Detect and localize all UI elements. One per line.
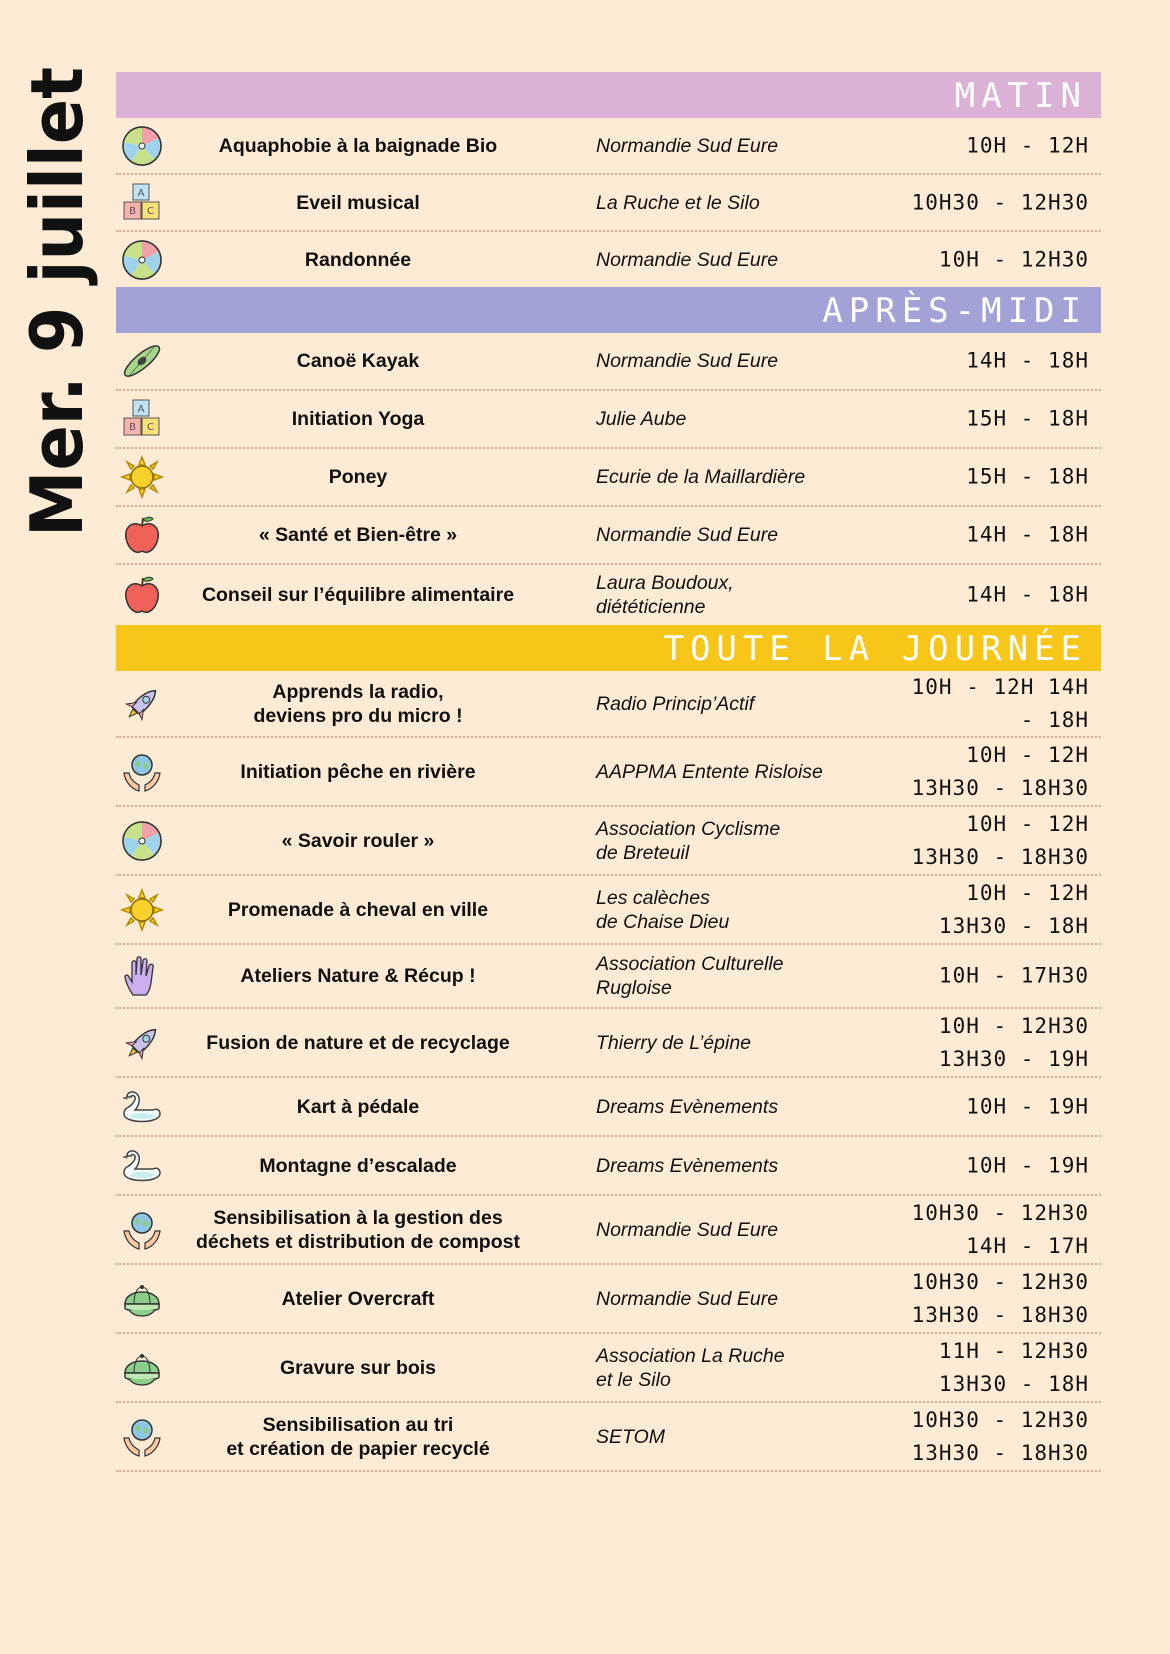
apple-icon — [121, 574, 163, 616]
section-label: APRÈS-MIDI — [822, 291, 1087, 331]
cap-icon — [121, 1347, 163, 1389]
schedule — [116, 72, 1101, 1472]
activity-name: Ateliers Nature & Récup ! — [240, 965, 476, 987]
activity-name: Sensibilisation au tri et création de papier recyclé — [226, 1413, 490, 1460]
organizer: Normandie Sud Eure — [596, 134, 779, 157]
time-slot: 10H - 12H 13H30 - 18H30 — [911, 811, 1089, 869]
cap-icon — [121, 1278, 163, 1320]
svg-text:A: A — [137, 404, 145, 415]
time-slot: 10H - 12H30 13H30 - 19H — [938, 1013, 1089, 1071]
schedule-row — [116, 507, 1101, 565]
earth-hands-icon — [121, 1209, 163, 1251]
organizer: Dreams Evènements — [596, 1154, 779, 1177]
schedule-row — [116, 1137, 1101, 1196]
schedule-row — [116, 738, 1101, 807]
activity-name: Fusion de nature et de recyclage — [206, 1031, 510, 1054]
time-slot: 14H - 18H — [966, 582, 1089, 607]
day-title — [15, 30, 99, 537]
section-header-afternoon — [116, 287, 1101, 333]
activity-name: Randonnée — [304, 248, 412, 271]
beach-ball-icon — [121, 820, 163, 862]
svg-text:C: C — [147, 205, 154, 217]
schedule-row — [116, 449, 1101, 507]
organizer: Association La Ruche et le Silo — [596, 1344, 785, 1391]
organizer: Laura Boudoux, diététicienne — [596, 572, 734, 618]
time-slot: 10H30 - 12H30 — [911, 190, 1089, 214]
time-slot: 10H - 12H — [966, 133, 1089, 157]
time-slot: 10H - 17H30 — [938, 963, 1089, 988]
activity-name: Canoë Kayak — [296, 350, 420, 372]
abc-blocks-icon — [121, 398, 163, 440]
earth-hands-icon — [121, 751, 163, 793]
section-label: TOUTE LA JOURNÉE — [663, 629, 1087, 669]
rocket-icon — [121, 683, 163, 725]
schedule-row — [116, 565, 1101, 625]
time-slot: 10H - 12H30 — [938, 247, 1089, 271]
rocket-icon — [121, 1022, 163, 1064]
activity-name: Poney — [328, 466, 388, 488]
activity-name: « Santé et Bien-être » — [258, 524, 458, 546]
activity-name: Aquaphobie à la baignade Bio — [218, 134, 498, 157]
apple-icon — [121, 514, 163, 556]
schedule-row — [116, 391, 1101, 449]
organizer: Radio Princip’Actif — [596, 692, 755, 715]
organizer: Normandie Sud Eure — [596, 524, 779, 546]
schedule-row — [116, 671, 1101, 738]
activity-name: Eveil musical — [296, 191, 420, 214]
schedule-row — [116, 1078, 1101, 1137]
schedule-row — [116, 876, 1101, 945]
kayak-icon — [121, 340, 163, 382]
organizer: Julie Aube — [596, 408, 687, 430]
time-slot: 10H - 19H — [966, 1094, 1089, 1118]
organizer: Association Cyclisme de Breteuil — [596, 817, 781, 864]
organizer: La Ruche et le Silo — [596, 191, 760, 214]
section-header-allday — [116, 625, 1101, 671]
activity-name: Promenade à cheval en ville — [227, 898, 489, 921]
activity-name: Apprends la radio, deviens pro du micro ! — [253, 680, 463, 727]
organizer: Thierry de L’épine — [596, 1031, 752, 1054]
activity-name: Conseil sur l’équilibre alimentaire — [201, 584, 515, 606]
sun-icon — [121, 456, 163, 498]
time-slot: 10H - 12H 13H30 - 18H — [938, 880, 1089, 938]
swan-float-icon — [121, 1145, 163, 1187]
section-header-morning — [116, 72, 1101, 118]
time-slot: 11H - 12H30 13H30 - 18H — [938, 1338, 1089, 1396]
swan-float-icon — [121, 1086, 163, 1128]
time-slot: 10H - 12H 13H30 - 18H30 — [911, 742, 1089, 800]
day-title-text: Mer. 9 juillet — [15, 30, 99, 537]
organizer: Normandie Sud Eure — [596, 350, 779, 372]
time-slot: 15H - 18H — [966, 406, 1089, 431]
time-slot: 10H30 - 12H30 14H - 17H — [911, 1200, 1089, 1258]
sun-icon — [121, 889, 163, 931]
schedule-row — [116, 333, 1101, 391]
schedule-row — [116, 1265, 1101, 1334]
organizer: Normandie Sud Eure — [596, 1287, 779, 1310]
schedule-row — [116, 1009, 1101, 1078]
organizer: Normandie Sud Eure — [596, 248, 779, 271]
schedule-row — [116, 1403, 1101, 1472]
activity-name: Montagne d’escalade — [259, 1154, 457, 1177]
organizer: Normandie Sud Eure — [596, 1218, 779, 1241]
schedule-row — [116, 1196, 1101, 1265]
svg-text:C: C — [147, 422, 154, 433]
schedule-row — [116, 118, 1101, 175]
activity-name: Gravure sur bois — [279, 1356, 437, 1379]
beach-ball-icon — [121, 239, 163, 281]
activity-name: Sensibilisation à la gestion des déchets et distribution de compost — [196, 1206, 520, 1253]
activity-name: Initiation Yoga — [291, 408, 425, 430]
time-slot: 14H - 18H — [966, 522, 1089, 547]
schedule-row — [116, 945, 1101, 1009]
organizer: SETOM — [596, 1425, 665, 1448]
time-slot: 14H - 18H — [966, 348, 1089, 373]
activity-name: « Savoir rouler » — [281, 829, 435, 852]
activity-name: Initiation pêche en rivière — [240, 760, 476, 783]
time-slot: 10H30 - 12H30 13H30 - 18H30 — [911, 1407, 1089, 1465]
svg-text:B: B — [129, 422, 136, 433]
svg-text:B: B — [129, 205, 136, 217]
svg-text:A: A — [137, 187, 145, 199]
schedule-row — [116, 175, 1101, 232]
activity-name: Atelier Overcraft — [281, 1287, 435, 1310]
time-slot: 10H30 - 12H30 13H30 - 18H30 — [911, 1269, 1089, 1327]
time-slot: 10H - 19H — [966, 1153, 1089, 1177]
hand-icon — [121, 955, 163, 997]
activity-name: Kart à pédale — [296, 1095, 420, 1118]
organizer: Dreams Evènements — [596, 1095, 779, 1118]
organizer: AAPPMA Entente Risloise — [596, 760, 823, 783]
schedule-row — [116, 807, 1101, 876]
earth-hands-icon — [121, 1416, 163, 1458]
schedule-row — [116, 1334, 1101, 1403]
section-label: MATIN — [954, 76, 1087, 116]
abc-blocks-icon — [121, 182, 163, 224]
time-slot: 10H - 12H 14H - 18H — [911, 674, 1089, 732]
time-slot: 15H - 18H — [966, 464, 1089, 489]
organizer: Association Culturelle Rugloise — [596, 953, 784, 999]
schedule-row — [116, 232, 1101, 287]
beach-ball-icon — [121, 125, 163, 167]
organizer: Ecurie de la Maillardière — [596, 466, 806, 488]
organizer: Les calèches de Chaise Dieu — [596, 886, 730, 933]
